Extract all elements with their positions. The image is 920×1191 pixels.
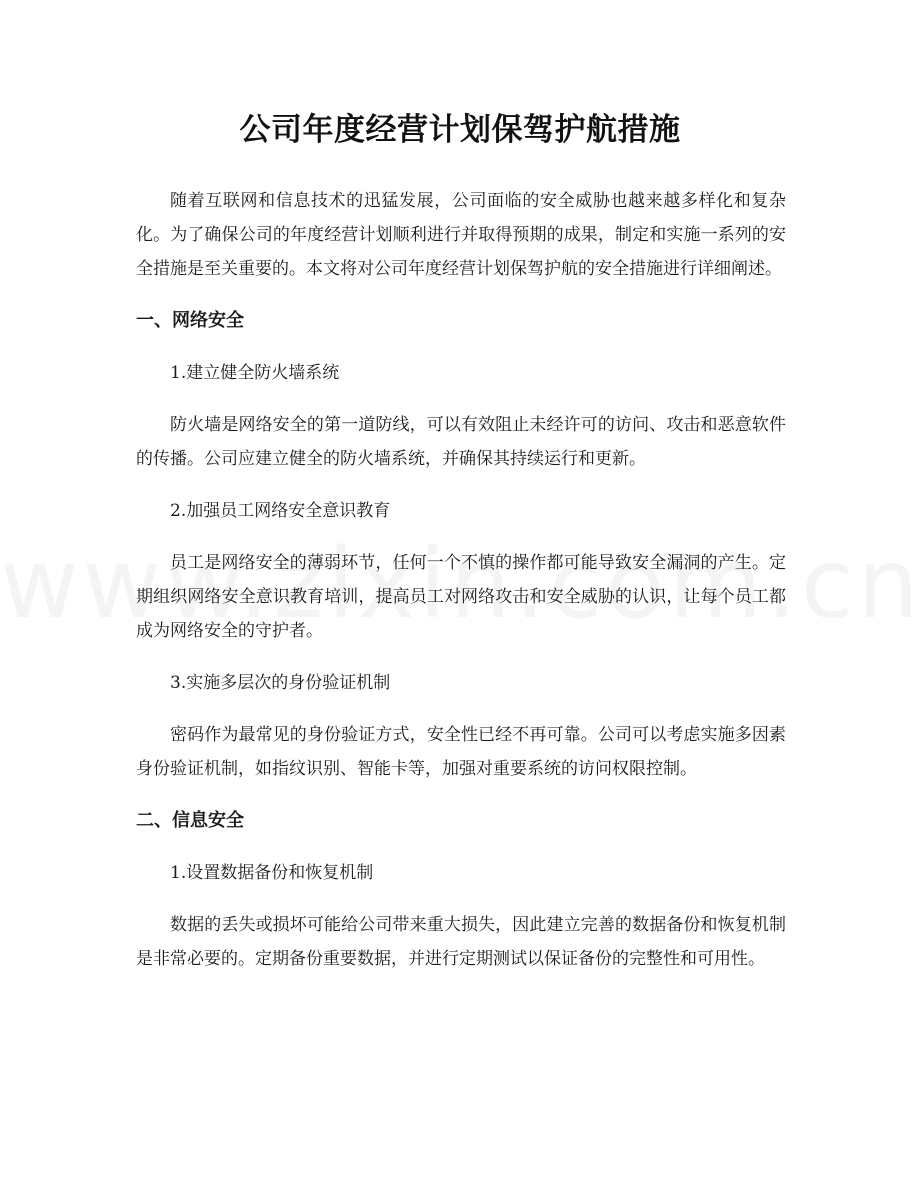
document-body [136, 184, 786, 994]
section-heading: 一、网络安全 [136, 310, 244, 331]
subheading: 3.实施多层次的身份验证机制 [170, 673, 391, 693]
subheading: 1.设置数据备份和恢复机制 [170, 863, 374, 883]
body-paragraph: 员工是网络安全的薄弱环节，任何一个不慎的操作都可能导致安全漏洞的产生。定期组织网络安全意识教育培训，提高员工对网络攻击和安全威胁的认识，让每个员工都成为网络安全的守护者。 [136, 553, 786, 641]
section-heading: 二、信息安全 [136, 810, 244, 831]
intro-paragraph: 随着互联网和信息技术的迅猛发展，公司面临的安全威胁也越来越多样化和复杂化。为了确保公司的年度经营计划顺利进行并取得预期的成果，制定和实施一系列的安全措施是至关重要的。本文将对公司年度经营计划保驾护航的安全措施进行详细阐述。 [136, 191, 786, 279]
body-paragraph: 防火墙是网络安全的第一道防线，可以有效阻止未经许可的访问、攻击和恶意软件的传播。公司应建立健全的防火墙系统，并确保其持续运行和更新。 [136, 415, 786, 469]
subheading: 1.建立健全防火墙系统 [170, 363, 340, 383]
body-paragraph: 密码作为最常见的身份验证方式，安全性已经不再可靠。公司可以考虑实施多因素身份验证机制，如指纹识别、智能卡等，加强对重要系统的访问权限控制。 [136, 725, 786, 779]
body-paragraph: 数据的丢失或损坏可能给公司带来重大损失，因此建立完善的数据备份和恢复机制是非常必要的。定期备份重要数据，并进行定期测试以保证备份的完整性和可用性。 [136, 915, 786, 969]
section-network-security [136, 304, 786, 786]
document-title: 公司年度经营计划保驾护航措施 [239, 112, 681, 148]
subheading: 2.加强员工网络安全意识教育 [170, 501, 391, 521]
section-information-security [136, 804, 786, 976]
